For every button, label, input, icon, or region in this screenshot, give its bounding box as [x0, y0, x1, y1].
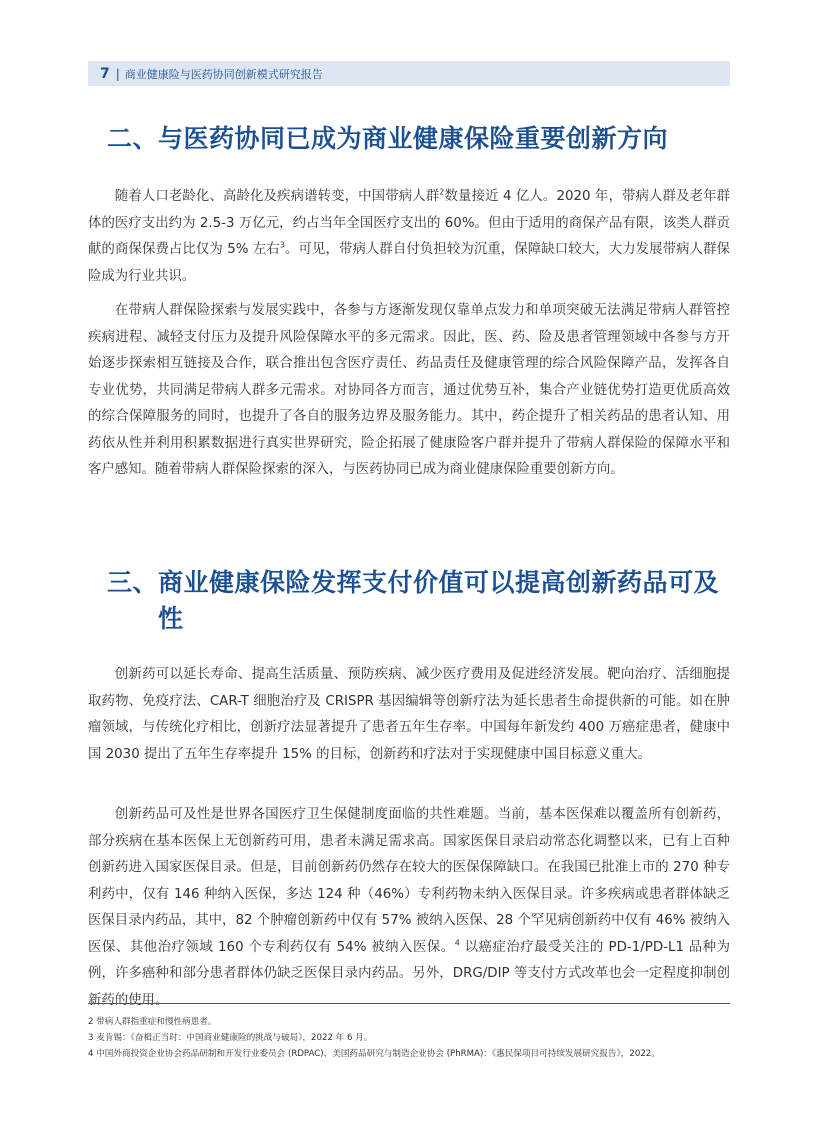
section-2-title: 与医药协同已成为商业健康保险重要创新方向	[158, 124, 669, 153]
footnote-ref-3: 3	[279, 240, 285, 250]
section-3-number: 三、	[107, 568, 159, 597]
section-3-title: 商业健康保险发挥支付价值可以提高创新药品可及性	[158, 568, 720, 633]
section-2-paragraph-2: 在带病人群保险探索与发展实践中，各参与方逐渐发现仅靠单点发力和单项突破无法满足带病人群管控疾病进程、减轻支付压力及提升风险保障水平的多元需求。因此，医、药、险及患者管理领域中各参与方开始逐步探索相互链接及合作，联合推出包含医疗责任、药品责任及健康管理的综合风险保障产品，发挥各自专业优势，共同满足带病人群多元需求。对协同各方而言，通过优势互补，集合产业链优势打造更优质高效的综合保障服务的同时，也提升了各自的服务边界及服务能力。其中，药企提升了相关药品的患者认知、用药依从性并利用积累数据进行真实世界研究，险企拓展了健康险客户群并提升了带病人群保险的保障水平和客户感知。随着带病人群保险探索的深入，与医药协同已成为商业健康保险重要创新方向。	[88, 303, 730, 477]
footnotes	[88, 1014, 748, 1062]
paragraph-text: 数量接近 4 亿人。2020 年，带病人群及老年群体的医疗支出约为 2.5-3 万亿元，约占当年全国医疗支出的 60%。但由于适用的商保产品有限，该类人群贡献的商保保费占比仅为 5% 左右	[88, 189, 730, 257]
section-2-paragraph-1	[88, 184, 730, 290]
report-title: 商业健康险与医药协同创新模式研究报告	[124, 67, 323, 81]
footnote-2: 2 带病人群指重症和慢性病患者。	[88, 1017, 217, 1027]
page-number: 7	[100, 65, 110, 82]
footnote-divider	[88, 1003, 730, 1004]
paragraph-text: 创新药品可及性是世界各国医疗卫生保健制度面临的共性难题。当前，基本医保难以覆盖所有创新药，部分疾病在基本医保上无创新药可用，患者未满足需求高。国家医保目录启动常态化调整以来，已有上百种创新药进入国家医保目录。但是，目前创新药仍然存在较大的医保保障缺口。在我国已批准上市的 270 种专利药中，仅有 146 种纳入医保，多达 124 种（46%）专利药物未纳入医保目录。许多疾病或患者群体缺乏医保目录内药品，其中，82 个肿瘤创新药中仅有 57% 被纳入医保、28 个罕见病创新药中仅有 46% 被纳入医保、其他治疗领域 160 个专利药仅有 54% 被纳入医保。	[88, 807, 730, 955]
paragraph-text: 以癌症治疗最受关注的 PD-1/PD-L1 品种为例，许多癌种和部分患者群体仍缺乏医保目录内药品。另外，DRG/DIP 等支付方式改革也会一定程度抑制创新药的使用。	[88, 939, 730, 1008]
section-3-heading	[107, 565, 727, 637]
footnote-3: 3 麦肯锡：《奋楫正当时：中国商业健康险的挑战与破局》，2022 年 6 月。	[88, 1033, 373, 1043]
footnote-4: 4 中国外商投资企业协会药品研制和开发行业委员会 (RDPAC)、美国药品研究与制造企业协会 (PhRMA)：《惠民保项目可持续发展研究报告》，2022。	[88, 1049, 660, 1059]
section-2-number: 二、	[107, 124, 159, 153]
section-3-paragraph-1: 创新药可以延长寿命、提高生活质量、预防疾病、减少医疗费用及促进经济发展。靶向治疗、活细胞提取药物、免疫疗法、CAR-T 细胞治疗及 CRISPR 基因编辑等创新疗法为延长患者生命提供新的可能。如在肿瘤领域，与传统化疗相比，创新疗法显著提升了患者五年生存率。中国每年新发约 400 万癌症患者，健康中国 2030 提出了五年生存率提升 15% 的目标，创新药和疗法对于实现健康中国目标意义重大。	[88, 667, 730, 762]
footnote-ref-4: 4	[454, 938, 460, 948]
section-2-heading	[107, 121, 727, 157]
section-3-paragraph-2	[88, 802, 730, 1014]
header-separator: |	[115, 66, 120, 81]
paragraph-text: 随着人口老龄化、高龄化及疾病谱转变，中国带病人群	[114, 189, 440, 204]
paragraph-text: 。可见，带病人群自付负担较为沉重，保障缺口较大，大力发展带病人群保险成为行业共识。	[88, 242, 730, 284]
running-header	[88, 61, 730, 86]
footnote-ref-2: 2	[439, 187, 445, 197]
